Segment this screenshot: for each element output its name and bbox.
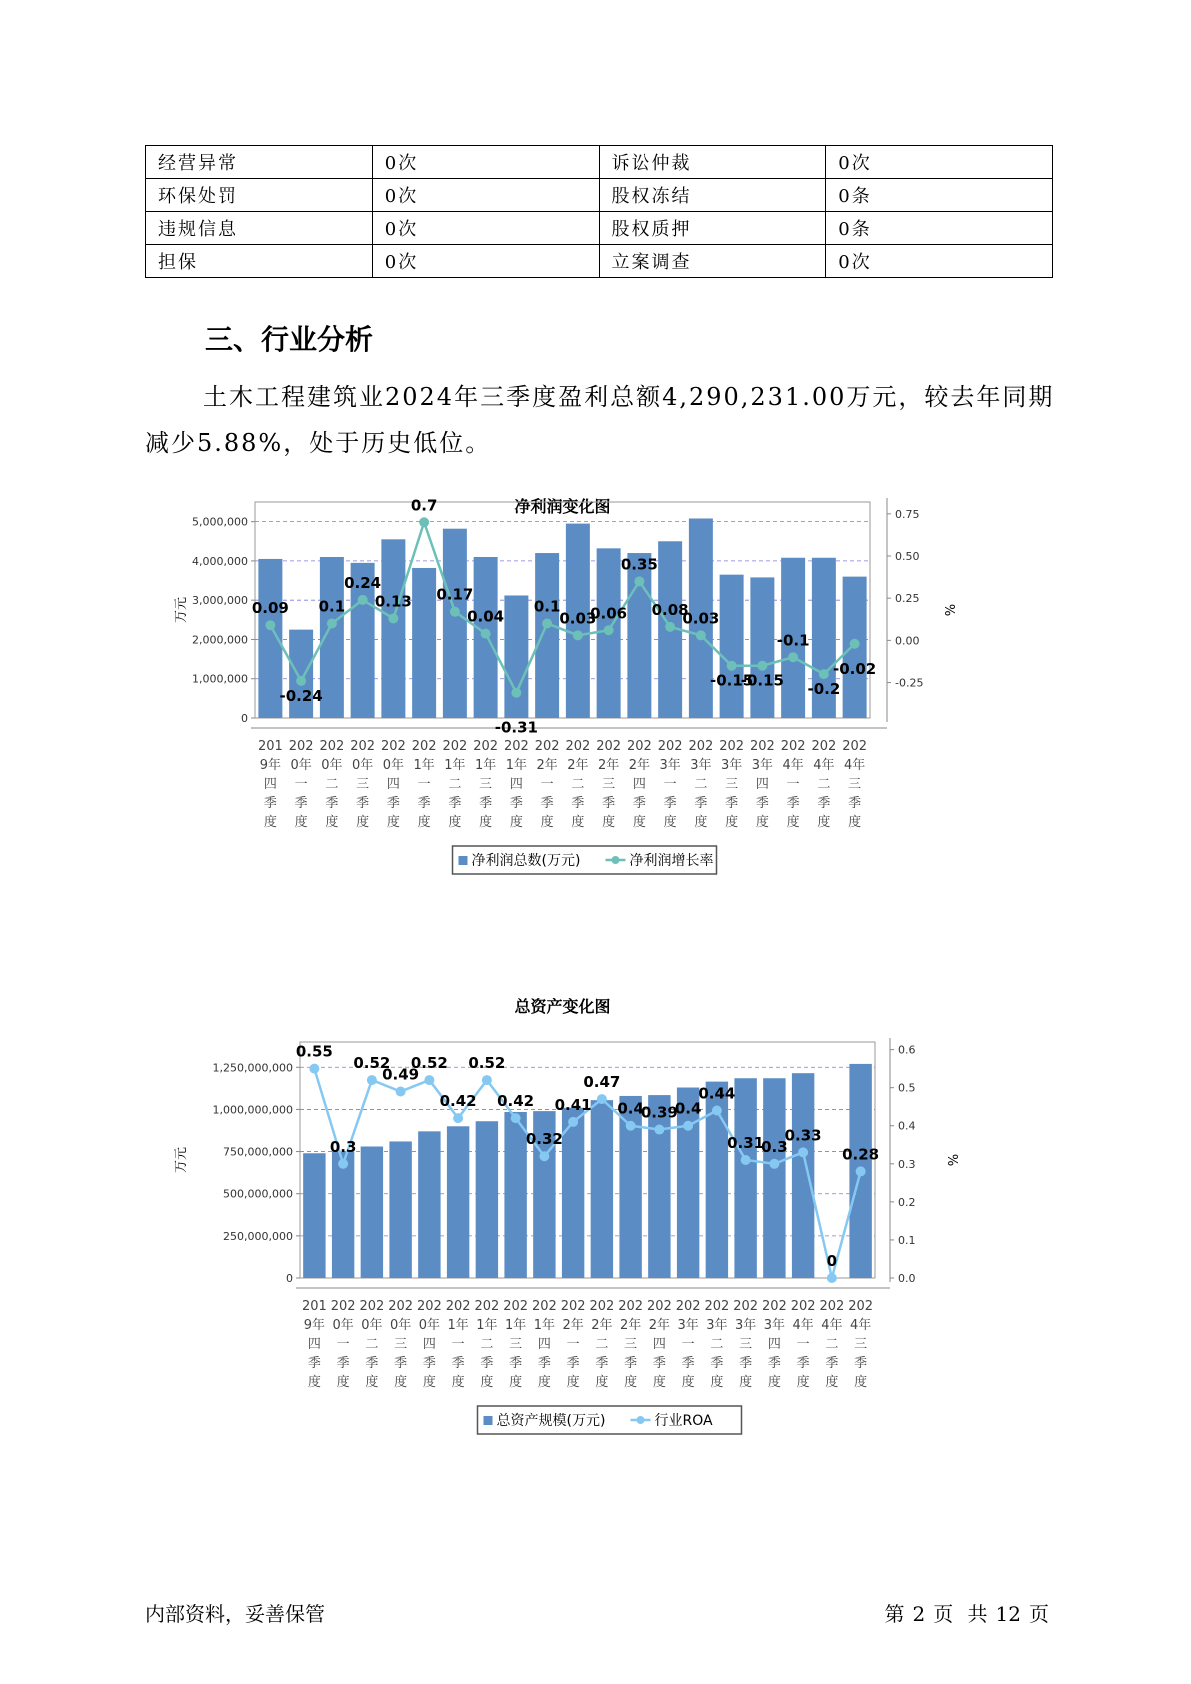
x-tick-label: 202 1年三季度 bbox=[503, 1299, 529, 1390]
x-tick-label: 202 1年二季度 bbox=[474, 1299, 500, 1390]
x-tick-label: 202 2年二季度 bbox=[589, 1299, 615, 1390]
line-point bbox=[683, 1121, 693, 1131]
risk-item-label: 股权质押 bbox=[599, 212, 826, 245]
x-tick-label: 202 2年三季度 bbox=[596, 739, 622, 830]
bar bbox=[412, 568, 436, 718]
y2-tick-label: 0.50 bbox=[895, 550, 920, 563]
line-point bbox=[396, 1086, 406, 1096]
line-point bbox=[296, 676, 306, 686]
x-tick-label: 202 1年三季度 bbox=[473, 739, 499, 830]
data-label: 0.52 bbox=[410, 1054, 448, 1073]
data-label: -0.24 bbox=[279, 686, 323, 705]
x-tick-label: 202 1年四季度 bbox=[531, 1299, 557, 1390]
data-label: 0.3 bbox=[761, 1137, 788, 1156]
total-pages: 12 bbox=[995, 1602, 1021, 1626]
bar bbox=[750, 577, 774, 718]
y2-tick-label: 0.6 bbox=[898, 1043, 916, 1057]
x-tick-label: 202 0年一季度 bbox=[288, 739, 314, 830]
y2-tick-label: 0.00 bbox=[895, 634, 920, 648]
x-tick-label: 202 4年三季度 bbox=[848, 1299, 874, 1390]
x-tick-label: 201 9年四季度 bbox=[301, 1299, 327, 1390]
bar bbox=[792, 1073, 814, 1278]
data-label: 0.17 bbox=[436, 585, 474, 604]
x-tick-label: 202 1年一季度 bbox=[445, 1299, 471, 1390]
data-label: 0.39 bbox=[640, 1103, 678, 1122]
risk-item-label: 诉讼仲裁 bbox=[599, 146, 826, 179]
line-point bbox=[769, 1159, 779, 1169]
data-label: 0.03 bbox=[682, 609, 720, 628]
x-tick-label: 202 3年二季度 bbox=[704, 1299, 730, 1390]
total-assets-chart bbox=[170, 990, 1070, 1440]
y2-tick-label: -0.25 bbox=[895, 676, 924, 690]
data-label: 0.13 bbox=[374, 592, 412, 611]
data-label: 0.52 bbox=[468, 1054, 506, 1073]
x-tick-label: 202 2年一季度 bbox=[560, 1299, 586, 1390]
data-label: 0.28 bbox=[842, 1145, 880, 1164]
bar bbox=[535, 553, 559, 718]
data-label: -0.31 bbox=[494, 718, 538, 737]
risk-item-label: 担保 bbox=[146, 245, 373, 278]
x-tick-label: 202 4年一季度 bbox=[780, 739, 806, 830]
bar bbox=[476, 1121, 498, 1278]
line-point bbox=[450, 607, 460, 617]
data-label: 0.09 bbox=[251, 599, 289, 618]
risk-item-value: 0条 bbox=[826, 212, 1053, 245]
line-point bbox=[481, 629, 491, 639]
chart-title: 总资产变化图 bbox=[514, 997, 611, 1016]
line-point bbox=[424, 1075, 434, 1085]
bar bbox=[648, 1095, 670, 1278]
x-tick-label: 202 0年一季度 bbox=[330, 1299, 356, 1390]
data-label: 0.42 bbox=[439, 1092, 477, 1111]
line-point bbox=[727, 661, 737, 671]
data-label: 0.42 bbox=[497, 1092, 535, 1111]
data-label: -0.15 bbox=[710, 671, 754, 690]
data-label: 0.52 bbox=[353, 1054, 391, 1073]
line-point bbox=[788, 652, 798, 662]
legend-bar-label: 总资产规模(万元) bbox=[496, 1413, 606, 1429]
x-tick-label: 202 3年二季度 bbox=[688, 739, 714, 830]
data-label: 0.04 bbox=[467, 607, 505, 626]
y2-axis-title: % bbox=[944, 1153, 959, 1167]
x-tick-label: 202 0年四季度 bbox=[380, 739, 406, 830]
x-tick-label: 202 2年二季度 bbox=[565, 739, 591, 830]
line-point bbox=[665, 622, 675, 632]
bar bbox=[591, 1100, 613, 1278]
x-tick-label: 202 3年四季度 bbox=[749, 739, 775, 830]
x-tick-label: 202 0年三季度 bbox=[350, 739, 376, 830]
y-tick-label: 1,000,000 bbox=[192, 672, 248, 686]
data-label: 0.33 bbox=[784, 1126, 822, 1145]
data-label: 0 bbox=[826, 1252, 838, 1270]
risk-table-row bbox=[146, 146, 1053, 179]
risk-table-row bbox=[146, 245, 1053, 278]
line-point bbox=[597, 1094, 607, 1104]
x-tick-label: 202 1年二季度 bbox=[442, 739, 468, 830]
line-point bbox=[712, 1106, 722, 1116]
bar bbox=[763, 1078, 785, 1278]
x-tick-label: 202 4年二季度 bbox=[811, 739, 837, 830]
risk-item-label: 环保处罚 bbox=[146, 179, 373, 212]
risk-table-row bbox=[146, 212, 1053, 245]
line-point bbox=[634, 576, 644, 586]
bar bbox=[504, 1112, 526, 1278]
x-tick-label: 202 3年一季度 bbox=[657, 739, 683, 830]
line-point bbox=[388, 613, 398, 623]
bar bbox=[443, 529, 467, 718]
bar bbox=[361, 1147, 383, 1278]
line-point bbox=[604, 625, 614, 635]
x-tick-label: 202 3年三季度 bbox=[733, 1299, 759, 1390]
line-point bbox=[358, 595, 368, 605]
data-label: 0.1 bbox=[533, 597, 561, 616]
data-label: 0.3 bbox=[329, 1137, 357, 1156]
risk-item-value: 0次 bbox=[372, 146, 599, 179]
line-point bbox=[482, 1075, 492, 1085]
data-label: 0.03 bbox=[559, 609, 597, 628]
x-tick-label: 202 3年三季度 bbox=[719, 739, 745, 830]
total-unit: 页 bbox=[1029, 1602, 1049, 1626]
y-tick-label: 1,000,000,000 bbox=[212, 1103, 293, 1117]
risk-table-row bbox=[146, 179, 1053, 212]
x-tick-label: 202 1年一季度 bbox=[411, 739, 437, 830]
total-prefix: 共 bbox=[967, 1602, 988, 1626]
line-point bbox=[741, 1155, 751, 1165]
data-label: 0.47 bbox=[583, 1073, 621, 1092]
bar bbox=[389, 1141, 411, 1278]
bar bbox=[734, 1078, 756, 1278]
y2-axis-title: % bbox=[941, 603, 956, 617]
bar bbox=[303, 1153, 325, 1278]
x-tick-label: 202 1年四季度 bbox=[503, 739, 529, 830]
risk-item-label: 股权冻结 bbox=[599, 179, 826, 212]
data-label: 0.06 bbox=[590, 604, 628, 623]
x-tick-label: 202 2年四季度 bbox=[626, 739, 652, 830]
data-label: -0.02 bbox=[833, 659, 877, 678]
x-tick-label: 202 0年四季度 bbox=[416, 1299, 442, 1390]
y-tick-label: 1,250,000,000 bbox=[212, 1061, 293, 1075]
footer-page-info bbox=[880, 1598, 1053, 1627]
y2-tick-label: 0.0 bbox=[898, 1272, 916, 1285]
line-point bbox=[265, 620, 275, 630]
line-point bbox=[453, 1113, 463, 1123]
legend-bar-label: 净利润总数(万元) bbox=[471, 853, 581, 869]
y-tick-label: 250,000,000 bbox=[223, 1229, 293, 1243]
line-point bbox=[573, 630, 583, 640]
data-label: 0.55 bbox=[295, 1042, 333, 1061]
line-point bbox=[696, 630, 706, 640]
bar bbox=[504, 595, 528, 718]
y2-tick-label: 0.3 bbox=[898, 1157, 916, 1171]
data-label: 0.35 bbox=[620, 555, 658, 574]
bar bbox=[720, 575, 744, 718]
data-label: 0.24 bbox=[344, 573, 382, 592]
y-tick-label: 5,000,000 bbox=[192, 515, 248, 529]
line-point bbox=[850, 639, 860, 649]
line-point bbox=[327, 619, 337, 629]
y-tick-label: 0 bbox=[286, 1272, 293, 1285]
line-point bbox=[626, 1121, 636, 1131]
data-label: 0.32 bbox=[525, 1130, 563, 1149]
bar bbox=[332, 1152, 354, 1278]
y-axis-title: 万元 bbox=[174, 1146, 189, 1174]
y2-tick-label: 0.75 bbox=[895, 507, 920, 521]
line-point bbox=[542, 619, 552, 629]
data-label: 0.44 bbox=[698, 1084, 736, 1103]
legend-line-dot bbox=[637, 1416, 645, 1424]
data-label: 0.7 bbox=[410, 496, 438, 515]
x-tick-label: 202 2年四季度 bbox=[646, 1299, 672, 1390]
risk-item-value: 0次 bbox=[372, 212, 599, 245]
x-tick-label: 202 3年一季度 bbox=[675, 1299, 701, 1390]
line-point bbox=[798, 1147, 808, 1157]
industry-summary: 土木工程建筑业2024年三季度盈利总额4,290,231.00万元，较去年同期减少5.88%，处于历史低位。 bbox=[145, 383, 1055, 457]
x-tick-label: 202 2年一季度 bbox=[534, 739, 560, 830]
bar bbox=[418, 1131, 440, 1278]
line-point bbox=[654, 1125, 664, 1135]
line-point bbox=[827, 1273, 837, 1283]
risk-item-label: 违规信息 bbox=[146, 212, 373, 245]
x-tick-label: 202 2年三季度 bbox=[618, 1299, 644, 1390]
data-label: -0.15 bbox=[740, 671, 784, 690]
y2-tick-label: 0.4 bbox=[898, 1119, 916, 1133]
data-label: -0.2 bbox=[807, 680, 841, 699]
line-point bbox=[819, 669, 829, 679]
page-unit: 页 bbox=[933, 1602, 954, 1626]
x-tick-label: 202 0年二季度 bbox=[359, 1299, 385, 1390]
x-tick-label: 202 4年二季度 bbox=[819, 1299, 845, 1390]
risk-item-label: 经营异常 bbox=[146, 146, 373, 179]
legend-line-dot bbox=[612, 856, 620, 864]
data-label: 0.31 bbox=[727, 1134, 765, 1152]
data-label: 0.1 bbox=[318, 597, 346, 616]
bar bbox=[447, 1126, 469, 1278]
data-label: 0.08 bbox=[651, 600, 689, 619]
bar bbox=[562, 1108, 584, 1278]
line-point bbox=[367, 1075, 377, 1085]
y-tick-label: 500,000,000 bbox=[223, 1187, 293, 1201]
y-axis-title: 万元 bbox=[174, 596, 189, 624]
risk-item-value: 0条 bbox=[826, 179, 1053, 212]
line-point bbox=[511, 1113, 521, 1123]
data-label: 0.4 bbox=[674, 1099, 702, 1118]
y-tick-label: 0 bbox=[241, 712, 248, 725]
x-tick-label: 202 0年二季度 bbox=[319, 739, 345, 830]
data-label: -0.1 bbox=[776, 631, 810, 650]
legend-bar-swatch bbox=[484, 1416, 493, 1425]
x-tick-label: 202 4年一季度 bbox=[790, 1299, 816, 1390]
x-tick-label: 202 0年三季度 bbox=[388, 1299, 414, 1390]
risk-table bbox=[145, 145, 1053, 278]
line-point bbox=[511, 688, 521, 698]
legend-line-label: 净利润增长率 bbox=[629, 853, 714, 869]
line-point bbox=[757, 661, 767, 671]
net-profit-chart bbox=[170, 490, 1070, 940]
y-tick-label: 3,000,000 bbox=[192, 594, 248, 608]
y2-tick-label: 0.25 bbox=[895, 592, 920, 606]
line-point bbox=[419, 517, 429, 527]
line-point bbox=[568, 1117, 578, 1127]
y2-tick-label: 0.2 bbox=[898, 1195, 916, 1209]
y2-tick-label: 0.1 bbox=[898, 1233, 916, 1247]
x-tick-label: 201 9年四季度 bbox=[257, 739, 283, 830]
data-label: 0.4 bbox=[617, 1099, 644, 1118]
y-tick-label: 2,000,000 bbox=[192, 633, 248, 647]
risk-item-value: 0次 bbox=[372, 245, 599, 278]
y-tick-label: 4,000,000 bbox=[192, 554, 248, 568]
chart-title: 净利润变化图 bbox=[514, 497, 611, 516]
legend-line-label: 行业ROA bbox=[654, 1413, 713, 1429]
risk-item-label: 立案调查 bbox=[599, 245, 826, 278]
x-tick-label: 202 4年三季度 bbox=[842, 739, 868, 830]
section-title: 三、行业分析 bbox=[205, 323, 374, 356]
risk-item-value: 0次 bbox=[826, 146, 1053, 179]
data-label: 0.49 bbox=[382, 1065, 420, 1084]
line-point bbox=[856, 1166, 866, 1176]
page-prefix: 第 bbox=[884, 1602, 905, 1626]
page-number: 2 bbox=[912, 1602, 926, 1626]
x-tick-label: 202 3年四季度 bbox=[761, 1299, 787, 1390]
footer-confidential: 内部资料，妥善保管 bbox=[145, 1602, 325, 1626]
data-label: 0.41 bbox=[554, 1095, 592, 1114]
line-point bbox=[309, 1064, 319, 1074]
legend-bar-swatch bbox=[459, 856, 468, 865]
y-tick-label: 750,000,000 bbox=[223, 1145, 293, 1159]
line-point bbox=[539, 1151, 549, 1161]
risk-item-value: 0次 bbox=[372, 179, 599, 212]
risk-item-value: 0次 bbox=[826, 245, 1053, 278]
line-point bbox=[338, 1159, 348, 1169]
bar bbox=[381, 539, 405, 718]
y2-tick-label: 0.5 bbox=[898, 1081, 916, 1095]
